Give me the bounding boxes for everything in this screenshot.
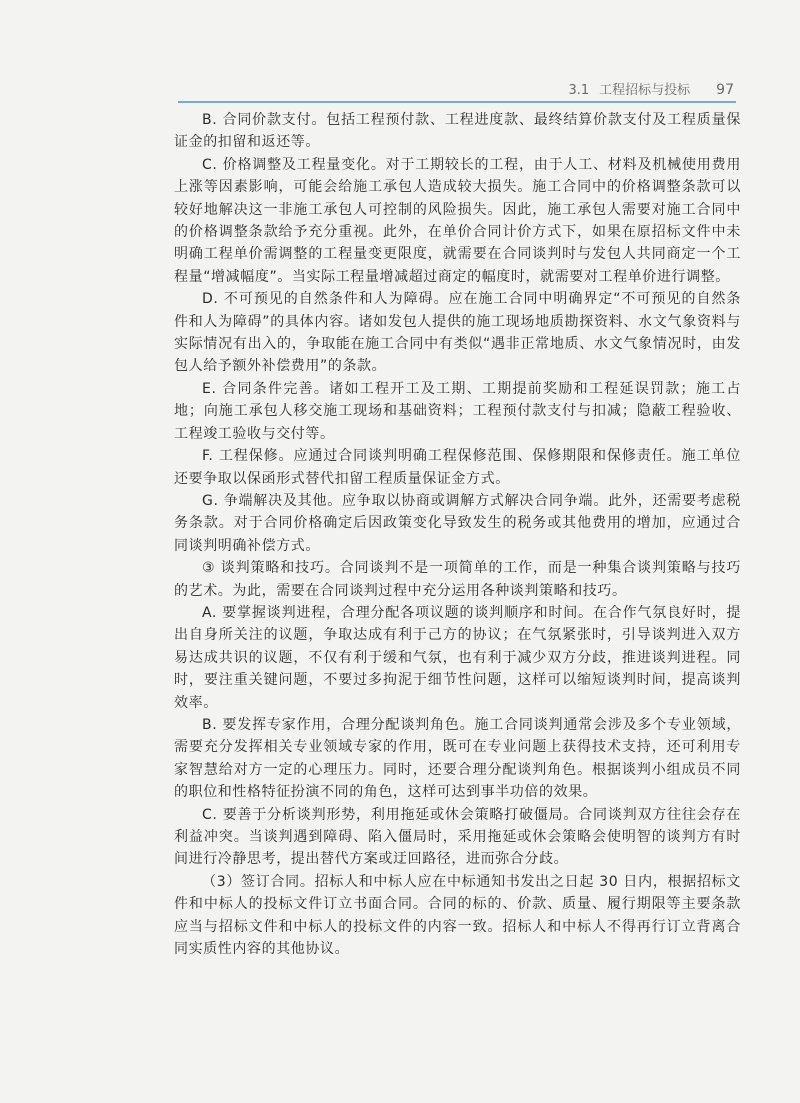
paragraph-f-warranty: F. 工程保修。应通过合同谈判明确工程保修范围、保修期限和保修责任。施工单位还要争取以保函形式替代扣留工程质量保证金方式。 — [174, 448, 741, 487]
paragraph-b-contract-payment: B. 合同价款支付。包括工程预付款、工程进度款、最终结算价款支付及工程质量保证金的扣留和返还等。 — [174, 112, 741, 151]
body-text — [174, 109, 741, 960]
paragraph-c-price-adjustment: C. 价格调整及工程量变化。对于工期较长的工程，由于人工、材料及机械使用费用上涨等因素影响，可能会给施工承包人造成较大损失。施工合同中的价格调整条款可以较好地解决这一非施工承包人可控制的风险损失。因此，施工承包人需要对施工合同中的价格调整条款给予充分重视。此外，在单价合同计价方式下，如果在原招标文件中未明确工程单价需调整的工程量变更限度，就需要在合同谈判时与发包人共同商定一个工程量“增减幅度”。当实际工程量增减超过商定的幅度时，就需要对工程单价进行调整。 — [174, 156, 741, 285]
paragraph-a-negotiation-progress: A. 要掌握谈判进程，合理分配各项议题的谈判顺序和时间。在合作气氛良好时，提出自身所关注的议题，争取达成有利于己方的协议；在气氛紧张时，引导谈判进入双方易达成共识的议题，不仅有利于缓和气氛，也有利于减少双方分歧，推进谈判进程。同时，要注重关键问题，不要过多拘泥于细节性问题，这样可以缩短谈判时间，提高谈判效率。 — [174, 604, 741, 711]
paragraph-sign-contract: （3）签订合同。招标人和中标人应在中标通知书发出之日起 30 日内，根据招标文件和中标人的投标文件订立书面合同。合同的标的、价款、质量、履行期限等主要条款应当与招标文件和中标人的投标文件的内容一致。招标人和中标人不得再行订立背离合同实质性内容的其他协议。 — [174, 873, 741, 958]
paragraph-g-dispute-resolution: G. 争端解决及其他。应争取以协商或调解方式解决合同争端。此外，还需要考虑税务条款。对于合同价格确定后因政策变化导致发生的税务或其他费用的增加，应通过合同谈判明确补偿方式。 — [174, 492, 741, 554]
page-number: 97 — [716, 82, 734, 98]
paragraph-e-contract-conditions: E. 合同条件完善。诸如工程开工及工期、工期提前奖励和工程延误罚款；施工占地；向施工承包人移交施工现场和基础资料；工程预付款支付与扣减；隐蔽工程验收、工程竣工验收与交付等。 — [174, 380, 741, 442]
running-header — [178, 74, 736, 103]
paragraph-b-expert-roles: B. 要发挥专家作用，合理分配谈判角色。施工合同谈判通常会涉及多个专业领域，需要充分发挥相关专业领域专家的作用，既可在专业问题上获得技术支持，还可利用专家智慧给对方一定的心理压力。同时，还要合理分配谈判角色。根据谈判小组成员不同的职位和性格特征扮演不同的角色，这样可达到事半功倍的效果。 — [174, 716, 741, 801]
section-title: 工程招标与投标 — [599, 83, 691, 98]
paragraph-c-situation-analysis: C. 要善于分析谈判形势，利用拖延或休会策略打破僵局。合同谈判双方往往会存在利益冲突。当谈判遇到障碍、陷入僵局时，采用拖延或休会策略会使明智的谈判方有时间进行冷静思考，提出替代方案或迂回路径，进而弥合分歧。 — [174, 806, 741, 868]
paragraph-d-unforeseen-conditions: D. 不可预见的自然条件和人为障碍。应在施工合同中明确界定“不可预见的自然条件和人为障碍”的具体内容。诸如发包人提供的施工现场地质勘探资料、水文气象资料与实际情况有出入的，争取能在施工合同中有类似“遇非正常地质、水文气象情况时，由发包人给予额外补偿费用”的条款。 — [174, 291, 741, 375]
paragraph-negotiation-strategy: ③ 谈判策略和技巧。合同谈判不是一项简单的工作，而是一种集合谈判策略与技巧的艺术。为此，需要在合同谈判过程中充分运用各种谈判策略和技巧。 — [174, 560, 741, 599]
section-number: 3.1 — [568, 83, 590, 98]
